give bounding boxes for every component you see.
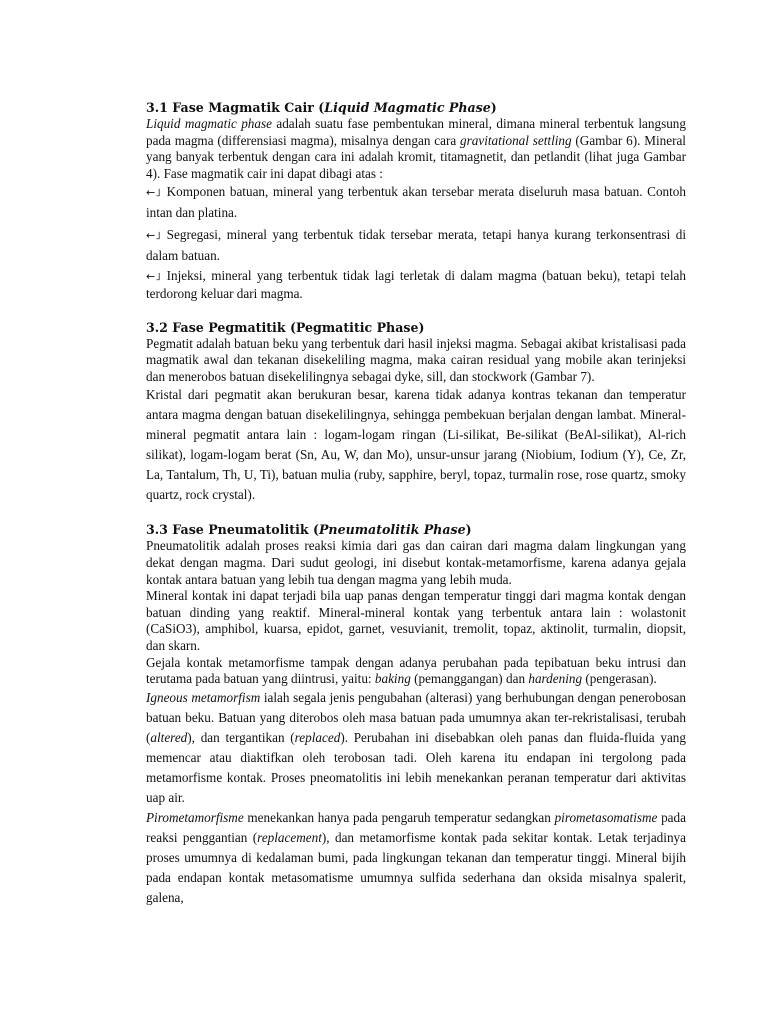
paragraph-igneous-metamorfism bbox=[146, 688, 686, 808]
italic-term: gravitational settling bbox=[460, 132, 572, 148]
paragraph-text: (Gambar 6). Mineral yang banyak terbentuk dengan cara ini adalah kromit, titamagnetit, dan petlandit (lihat juga Gambar 4). Fase magmatik cair ini dapat dibagi atas : bbox=[146, 132, 686, 181]
bullet-item bbox=[146, 268, 686, 302]
bullet-text: Komponen batuan, mineral yang terbentuk akan tersebar merata diseluruh masa batuan. Contoh intan dan platina. bbox=[146, 184, 686, 221]
italic-term: Liquid magmatic phase bbox=[146, 116, 272, 131]
italic-term: Igneous metamorfism bbox=[146, 689, 261, 705]
section-spacer bbox=[146, 505, 686, 521]
heading-text: 3.3 Fase Pneumatolitik ( bbox=[146, 522, 319, 538]
paragraph-text: (pengerasan). bbox=[582, 671, 657, 687]
bullet-arrow-icon: ←˩ bbox=[146, 186, 161, 200]
paragraph-text: adalah suatu fase pembentukan mineral, dimana mineral terbentuk langsung pada magma (differensiasi magma), misalnya dengan cara bbox=[146, 116, 686, 148]
heading-text: 3.1 Fase Magmatik Cair ( bbox=[146, 100, 325, 115]
bullet-arrow-icon: ←˩ bbox=[146, 270, 161, 284]
paragraph-mineral-kontak: Mineral kontak ini dapat terjadi bila uap panas dengan temperatur tinggi dari magma kontak dengan batuan dinding yang reaktif. Mineral-mineral kontak yang terbentuk antara lain : wolastonit (CaSiO3), amphibol, kuarsa, epidot, garnet, vesuvianit, tremolit, topaz, aktinolit, turmalin, diopsit, dan skarn. bbox=[146, 588, 686, 653]
paragraph-pegmatit: Pegmatit adalah batuan beku yang terbentuk dari hasil injeksi magma. Sebagai akibat kristalisasi pada magmatik awal dan tekanan disekeliling magma, maka cairan residual yang mobile akan terinjeksi dan menerobos batuan disekelilingnya sebagai dyke, sill, dan stockwork (Gambar 7). bbox=[146, 335, 686, 384]
italic-term: Pirometamorfisme bbox=[146, 809, 244, 825]
paragraph-text: ialah segala jenis pengubahan (alterasi) yang berhubungan dengan penerobosan batuan beku. Batuan yang diterobos oleh masa batuan pada umumnya akan ter-rekristalisasi, terubah ( bbox=[146, 689, 686, 745]
paragraph-text: menekankan hanya pada pengaruh temperatur sedangkan bbox=[243, 809, 555, 825]
italic-term: altered bbox=[150, 729, 188, 745]
heading-italic-text: Liquid Magmatic Phase bbox=[324, 100, 491, 115]
bullet-item bbox=[146, 225, 686, 266]
section-heading-3-1 bbox=[146, 99, 686, 116]
section-heading-3-2: 3.2 Fase Pegmatitik (Pegmatitic Phase) bbox=[146, 319, 425, 335]
heading-italic-text: Pneumatolitik Phase bbox=[318, 522, 466, 538]
paragraph-text: ), dan tergantikan ( bbox=[187, 729, 295, 745]
bullet-item bbox=[146, 182, 686, 223]
paragraph-kristal-pegmatit: Kristal dari pegmatit akan berukuran besar, karena tidak adanya kontras tekanan dan temperatur antara magma dengan batuan disekelilingnya, sehingga pembekuan berjalan dengan lambat. Mineral-mineral pegmatit antara lain : logam-logam ringan (Li-silikat, Be-silikat (BeAl-silikat), Al-rich silikat), logam-logam berat (Sn, Au, W, dan Mo), unsur-unsur jarang (Niobium, Iodium (Y), Ce, Zr, La, Tantalum, Th, U, Ti), batuan mulia (ruby, sapphire, beryl, topaz, turmalin rose, rose quartz, smoky quartz, rock crystal). bbox=[146, 387, 686, 503]
section-heading-3-3 bbox=[146, 521, 686, 538]
italic-term: baking bbox=[374, 671, 411, 687]
bullet-text: Injeksi, mineral yang terbentuk tidak lagi terletak di dalam magma (batuan beku), tetapi telah terdorong keluar dari magma. bbox=[146, 268, 686, 301]
bullet-arrow-icon: ←˩ bbox=[146, 229, 161, 243]
paragraph-gejala-kontak bbox=[146, 655, 686, 688]
italic-term: hardening bbox=[528, 671, 583, 687]
italic-term: replaced bbox=[294, 729, 341, 745]
section-spacer bbox=[146, 303, 686, 319]
paragraph-pneumatolitik: Pneumatolitik adalah proses reaksi kimia dari gas dan cairan dari magma dalam lingkungan yang dekat dengan magma. Dari sudut geologi, ini disebut kontak-metamorfisme, karena adanya gejala kontak antara batuan yang lebih tua dengan magma yang lebih muda. bbox=[146, 538, 686, 587]
paragraph-text: ). Perubahan ini disebabkan oleh panas dan fluida-fluida yang memencar atau diaktifkan oleh terobosan tadi. Oleh karena itu endapan ini tergolong pada metamorfisme kontak. Proses pneomatolitis ini lebih menekankan peranan temperatur dari aktivitas uap air. bbox=[146, 729, 686, 805]
paragraph-liquid-magmatic bbox=[146, 116, 686, 182]
paragraph-text: Gejala kontak metamorfisme tampak dengan adanya perubahan pada tepibatuan beku intrusi dan terutama pada batuan yang diintrusi, yaitu: bbox=[146, 654, 686, 687]
italic-term: replacement bbox=[257, 829, 322, 845]
paragraph-text: (pemanggangan) dan bbox=[410, 671, 529, 687]
bullet-text: Segregasi, mineral yang terbentuk tidak tersebar merata, tetapi hanya kurang terkonsentrasi di dalam batuan. bbox=[146, 227, 686, 264]
paragraph-text: pada reaksi penggantian ( bbox=[146, 809, 686, 845]
document-page bbox=[146, 99, 686, 908]
paragraph-text: ), dan metamorfisme kontak pada sekitar kontak. Letak terjadinya proses umumnya di kedalaman bumi, pada lingkungan tekanan dan temperatur tinggi. Mineral bijih pada endapan kontak metasomatisme umumnya sulfida sederhana dan oksida misalnya spalerit, galena, bbox=[146, 829, 686, 905]
heading-text-end: ) bbox=[490, 100, 497, 115]
heading-text-end: ) bbox=[465, 522, 472, 538]
italic-term: pirometasomatisme bbox=[554, 809, 658, 825]
paragraph-pirometamorfisme bbox=[146, 808, 686, 908]
